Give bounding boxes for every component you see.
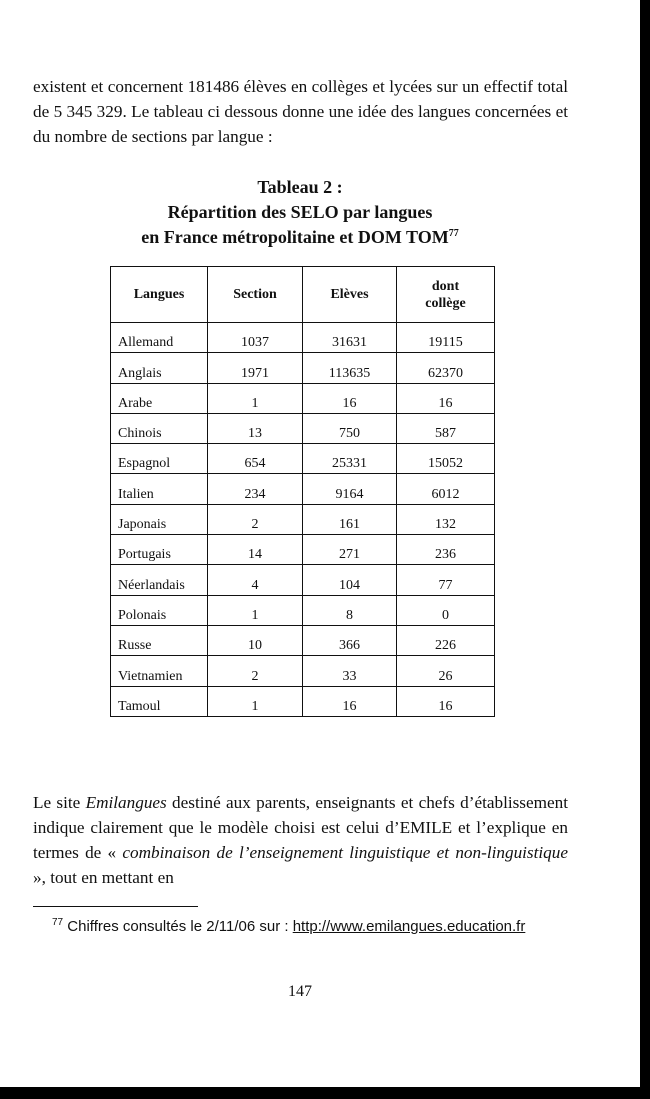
cell-section: 1	[208, 686, 303, 716]
table-row	[111, 565, 495, 595]
cell-langue: Tamoul	[111, 686, 208, 716]
cell-eleves: 16	[303, 686, 397, 716]
cell-langue: Japonais	[111, 504, 208, 534]
table-row	[111, 686, 495, 716]
table-row	[111, 474, 495, 504]
table-row	[111, 504, 495, 534]
table-header-row	[111, 267, 495, 323]
table-row	[111, 353, 495, 383]
table-caption	[60, 175, 540, 250]
caption-line-1: Tableau 2 :	[257, 177, 343, 197]
cell-section: 2	[208, 504, 303, 534]
cell-college: 226	[397, 625, 495, 655]
cell-eleves: 9164	[303, 474, 397, 504]
cell-college: 26	[397, 656, 495, 686]
body-part1: Le site	[33, 793, 86, 812]
cell-section: 1971	[208, 353, 303, 383]
table-row	[111, 383, 495, 413]
cell-section: 1	[208, 383, 303, 413]
cell-eleves: 16	[303, 383, 397, 413]
header-college-line2: collège	[425, 295, 466, 311]
body-part2: destiné aux parents, enseignants et chefs d’établissement indique clairement que le modèle choisi est celui d’EMILE et l’explique en termes de «	[33, 793, 568, 862]
body-part3: », tout en mettant en	[33, 868, 174, 887]
cell-langue: Vietnamien	[111, 656, 208, 686]
table-row	[111, 625, 495, 655]
table-row	[111, 323, 495, 353]
cell-college: 0	[397, 595, 495, 625]
cell-eleves: 33	[303, 656, 397, 686]
cell-eleves: 161	[303, 504, 397, 534]
cell-langue: Espagnol	[111, 444, 208, 474]
cell-langue: Néerlandais	[111, 565, 208, 595]
cell-college: 6012	[397, 474, 495, 504]
cell-langue: Anglais	[111, 353, 208, 383]
cell-eleves: 31631	[303, 323, 397, 353]
header-langues: Langues	[111, 267, 208, 323]
cell-college: 16	[397, 686, 495, 716]
cell-langue: Arabe	[111, 383, 208, 413]
cell-section: 234	[208, 474, 303, 504]
cell-section: 654	[208, 444, 303, 474]
scan-border-right	[640, 0, 650, 1099]
cell-langue: Allemand	[111, 323, 208, 353]
body-paragraph	[33, 790, 568, 890]
cell-eleves: 271	[303, 535, 397, 565]
cell-section: 4	[208, 565, 303, 595]
site-name-emilangues: Emilangues	[85, 793, 167, 812]
cell-section: 13	[208, 413, 303, 443]
cell-langue: Russe	[111, 625, 208, 655]
footnote	[52, 918, 525, 935]
table-row	[111, 413, 495, 443]
cell-langue: Chinois	[111, 413, 208, 443]
scan-border-bottom	[0, 1087, 650, 1099]
table-body	[111, 323, 495, 717]
table-row	[111, 595, 495, 625]
table-row	[111, 656, 495, 686]
cell-eleves: 113635	[303, 353, 397, 383]
languages-table	[110, 266, 495, 717]
footnote-number: 77	[52, 917, 64, 928]
cell-eleves: 25331	[303, 444, 397, 474]
intro-paragraph: existent et concernent 181486 élèves en collèges et lycées sur un effectif total de 5 345 329. Le tableau ci dessous donne une idée des langues concernées et du nombre de sections par langue :	[33, 77, 568, 146]
caption-footnote-ref: 77	[448, 228, 459, 239]
caption-line-3-text: en France métropolitaine et DOM TOM	[141, 227, 449, 247]
table-row	[111, 444, 495, 474]
cell-eleves: 8	[303, 595, 397, 625]
cell-college: 587	[397, 413, 495, 443]
header-section: Section	[208, 267, 303, 323]
cell-eleves: 750	[303, 413, 397, 443]
footnote-separator	[33, 906, 198, 907]
cell-section: 2	[208, 656, 303, 686]
cell-langue: Polonais	[111, 595, 208, 625]
cell-section: 1	[208, 595, 303, 625]
cell-eleves: 104	[303, 565, 397, 595]
page-number: 147	[288, 983, 312, 1000]
quoted-phrase: combinaison de l’enseignement linguistique et non-linguistique	[122, 843, 568, 862]
cell-college: 236	[397, 535, 495, 565]
cell-langue: Italien	[111, 474, 208, 504]
cell-college: 132	[397, 504, 495, 534]
cell-eleves: 366	[303, 625, 397, 655]
footnote-link[interactable]: http://www.emilangues.education.fr	[292, 918, 526, 935]
caption-line-2: Répartition des SELO par langues	[167, 202, 433, 222]
cell-section: 1037	[208, 323, 303, 353]
footnote-text: Chiffres consultés le 2/11/06 sur :	[63, 918, 293, 935]
cell-college: 62370	[397, 353, 495, 383]
cell-college: 16	[397, 383, 495, 413]
cell-section: 14	[208, 535, 303, 565]
caption-line-3	[60, 225, 540, 250]
cell-langue: Portugais	[111, 535, 208, 565]
header-eleves: Elèves	[303, 267, 397, 323]
cell-college: 15052	[397, 444, 495, 474]
cell-section: 10	[208, 625, 303, 655]
cell-college: 77	[397, 565, 495, 595]
header-college-line1: dont	[431, 278, 460, 294]
header-dont-college	[397, 267, 495, 323]
table-row	[111, 535, 495, 565]
cell-college: 19115	[397, 323, 495, 353]
